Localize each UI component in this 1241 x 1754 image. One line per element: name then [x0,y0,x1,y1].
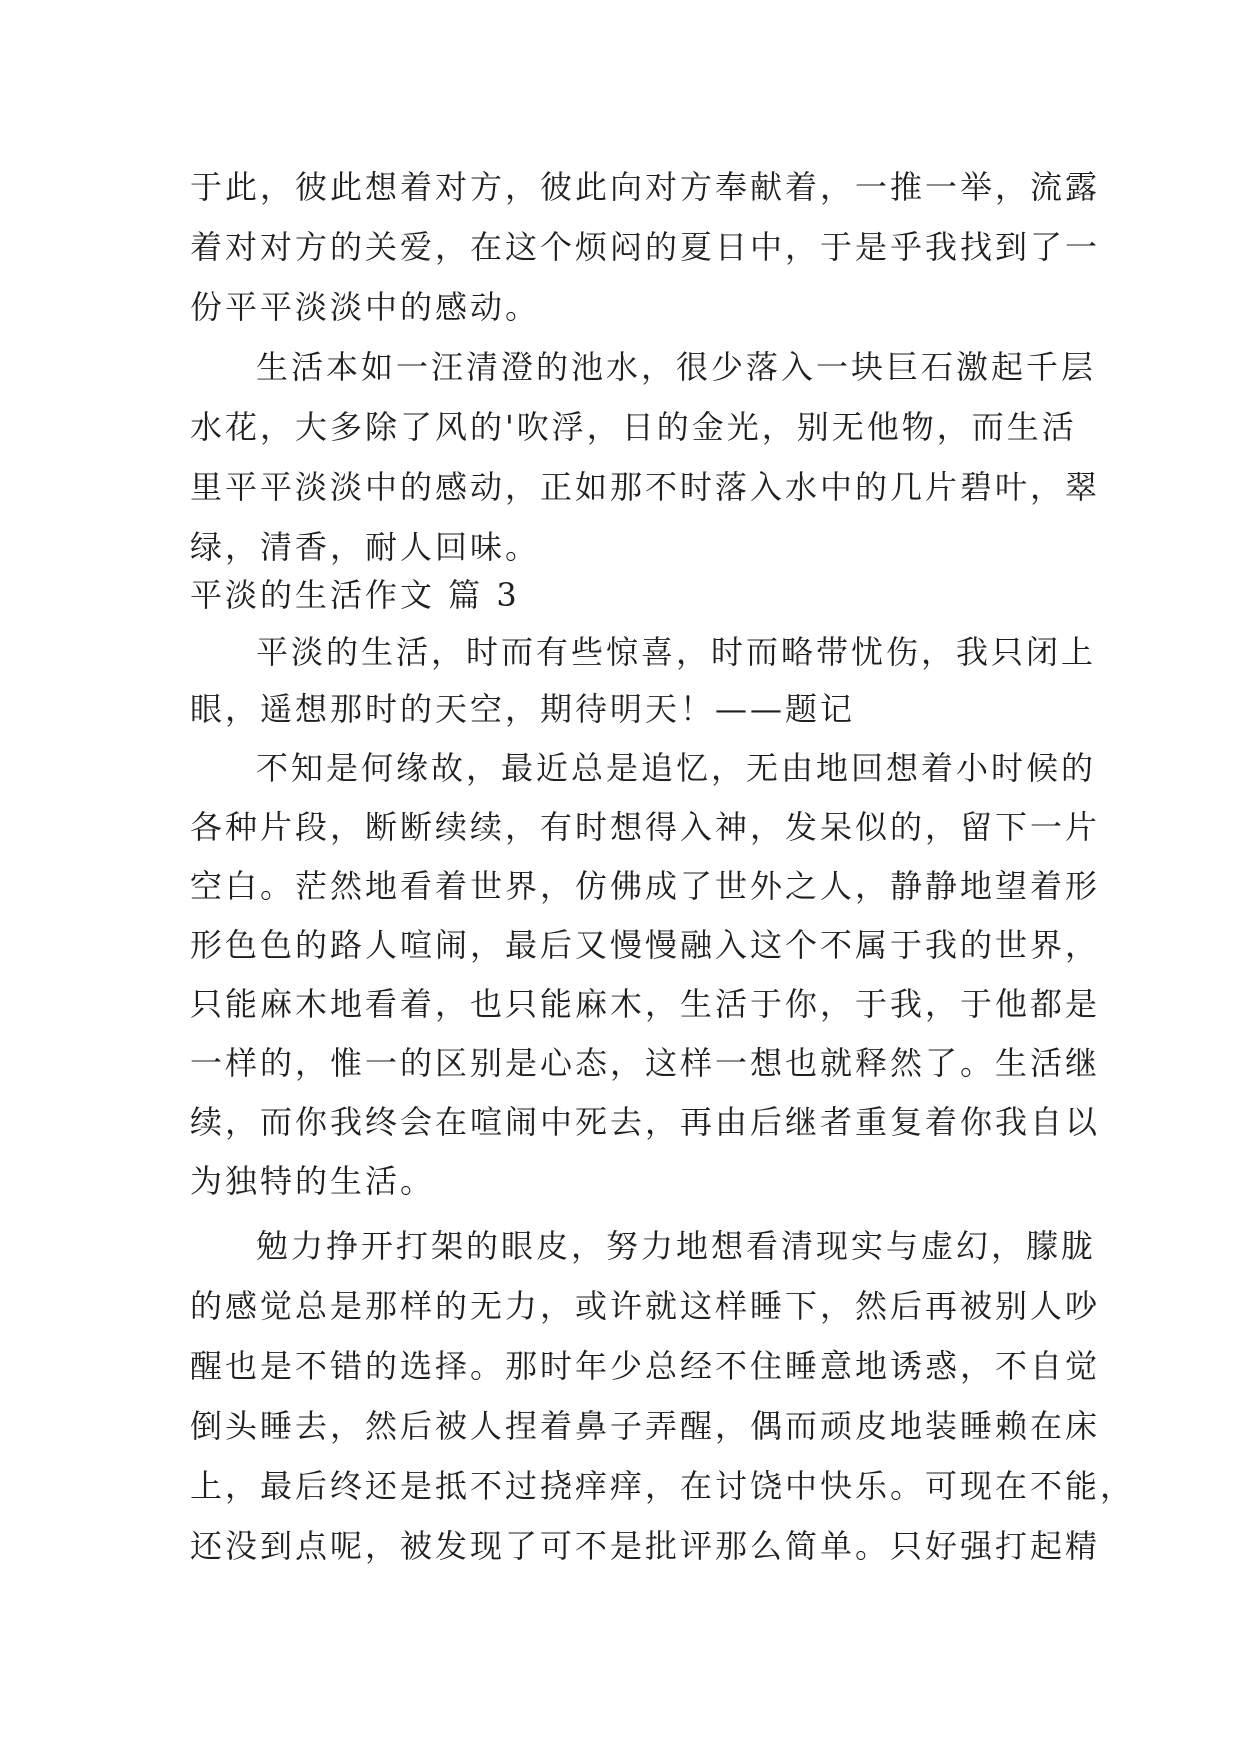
text-line: 绿，清香，耐人回味。 [190,528,541,566]
text-line: 续，而你我终会在喧闹中死去，再由后继者重复着你我自以 [190,1103,1101,1141]
section-heading: 平淡的生活作文 篇 3 [190,576,520,614]
text-line: 只能麻木地看着，也只能麻木，生活于你，于我，于他都是 [190,985,1101,1023]
text-line: 为独特的生活。 [190,1162,436,1200]
text-line: 形色色的路人喧闹，最后又慢慢融入这个不属于我的世界， [190,926,1101,964]
text-line: 倒头睡去，然后被人捏着鼻子弄醒，偶而顽皮地装睡赖在床 [190,1407,1101,1445]
text-line: 份平平淡淡中的感动。 [190,288,541,326]
text-line: 眼，遥想那时的天空，期待明天！——题记 [190,690,856,728]
text-line: 上，最后终还是抵不过挠痒痒，在讨饶中快乐。可现在不能， [190,1467,1136,1505]
text-line: 还没到点呢，被发现了可不是批评那么简单。只好强打起精 [190,1527,1101,1565]
text-line: 一样的，惟一的区别是心态，这样一想也就释然了。生活继 [190,1044,1101,1082]
text-line: 里平平淡淡中的感动，正如那不时落入水中的几片碧叶，翠 [190,468,1101,506]
text-line: 各种片段，断断续续，有时想得入神，发呆似的，留下一片 [190,808,1101,846]
text-line: 空白。茫然地看着世界，仿佛成了世外之人，静静地望着形 [190,867,1101,905]
text-line: 于此，彼此想着对方，彼此向对方奉献着，一推一举，流露 [190,168,1101,206]
text-line: 勉力挣开打架的眼皮，努力地想看清现实与虚幻，朦胧 [256,1227,1097,1265]
text-line: 生活本如一汪清澄的池水，很少落入一块巨石激起千层 [256,348,1097,386]
text-line: 水花，大多除了风的'吹浮，日的金光，别无他物，而生活 [190,408,1077,446]
text-line: 醒也是不错的选择。那时年少总经不住睡意地诱惑，不自觉 [190,1347,1101,1385]
text-line: 不知是何缘故，最近总是追忆，无由地回想着小时候的 [256,749,1097,787]
text-line: 的感觉总是那样的无力，或许就这样睡下，然后再被别人吵 [190,1287,1101,1325]
text-line: 着对对方的关爱，在这个烦闷的夏日中，于是乎我找到了一 [190,228,1101,266]
text-line: 平淡的生活，时而有些惊喜，时而略带忧伤，我只闭上 [256,633,1097,671]
